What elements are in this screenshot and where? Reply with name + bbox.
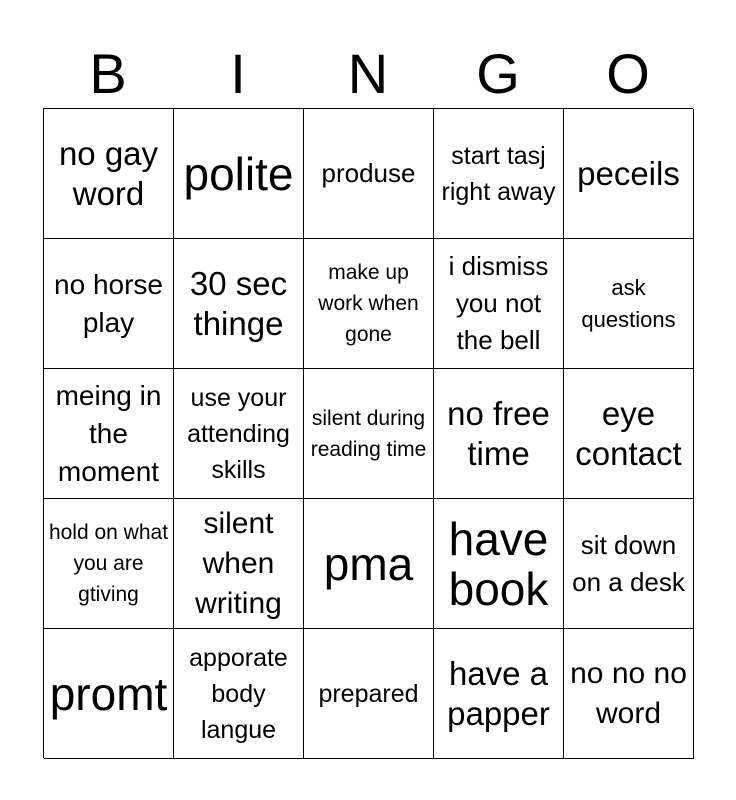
bingo-cell[interactable] [434,369,564,499]
cell-text: no horse play [54,268,163,338]
bingo-cell[interactable] [564,239,694,369]
cell-text: silent when writing [195,506,282,620]
header-letter-n: N [347,42,389,105]
bingo-cell[interactable] [44,499,174,629]
cell-text: hold on what you are gtiving [48,521,169,606]
bingo-cell[interactable] [434,239,564,369]
cell-text: produse [321,158,416,188]
bingo-header [43,40,693,108]
cell-text: silent during reading time [310,406,427,461]
cell-text: apporate body langue [189,643,288,744]
cell-text: make up work when gone [318,261,419,346]
cell-text: promt [49,667,168,720]
cell-text: i dismiss you not the bell [448,251,549,355]
bingo-cell[interactable] [564,499,694,629]
bingo-grid [43,108,693,758]
bingo-cell[interactable] [434,499,564,629]
bingo-cell[interactable] [174,499,304,629]
cell-text: no gay word [58,134,159,212]
bingo-cell[interactable] [174,369,304,499]
cell-text: meing in the moment [55,379,162,487]
bingo-cell[interactable] [304,109,434,239]
cell-text: start tasj right away [441,141,556,206]
bingo-cell[interactable] [174,629,304,759]
bingo-cell[interactable] [174,109,304,239]
bingo-cell[interactable] [564,629,694,759]
bingo-cell[interactable] [564,109,694,239]
cell-text: have a papper [447,654,550,732]
bingo-cell[interactable] [44,369,174,499]
bingo-cell[interactable] [44,109,174,239]
cell-text: ask questions [581,274,676,332]
cell-text: 30 sec thinge [189,264,288,342]
header-letter-g: G [476,42,520,105]
cell-text: no no no word [570,656,687,730]
cell-text: prepared [318,679,419,708]
bingo-cell[interactable] [44,629,174,759]
cell-text: no free time [447,394,550,472]
header-letter-i: I [230,42,246,105]
cell-text: polite [183,147,294,200]
bingo-cell[interactable] [304,629,434,759]
cell-text: eye contact [575,394,682,472]
bingo-cell[interactable] [564,369,694,499]
bingo-cell[interactable] [44,239,174,369]
header-letter-o: O [606,42,650,105]
bingo-cell[interactable] [304,369,434,499]
cell-text: have book [448,512,549,615]
cell-text: peceils [577,154,680,192]
bingo-cell[interactable] [174,239,304,369]
bingo-cell[interactable] [434,109,564,239]
cell-text: pma [323,537,414,590]
header-letter-b: B [89,42,127,105]
bingo-cell[interactable] [304,499,434,629]
bingo-cell[interactable] [434,629,564,759]
cell-text: use your attending skills [187,383,290,484]
cell-text: sit down on a desk [572,529,685,597]
bingo-cell[interactable] [304,239,434,369]
